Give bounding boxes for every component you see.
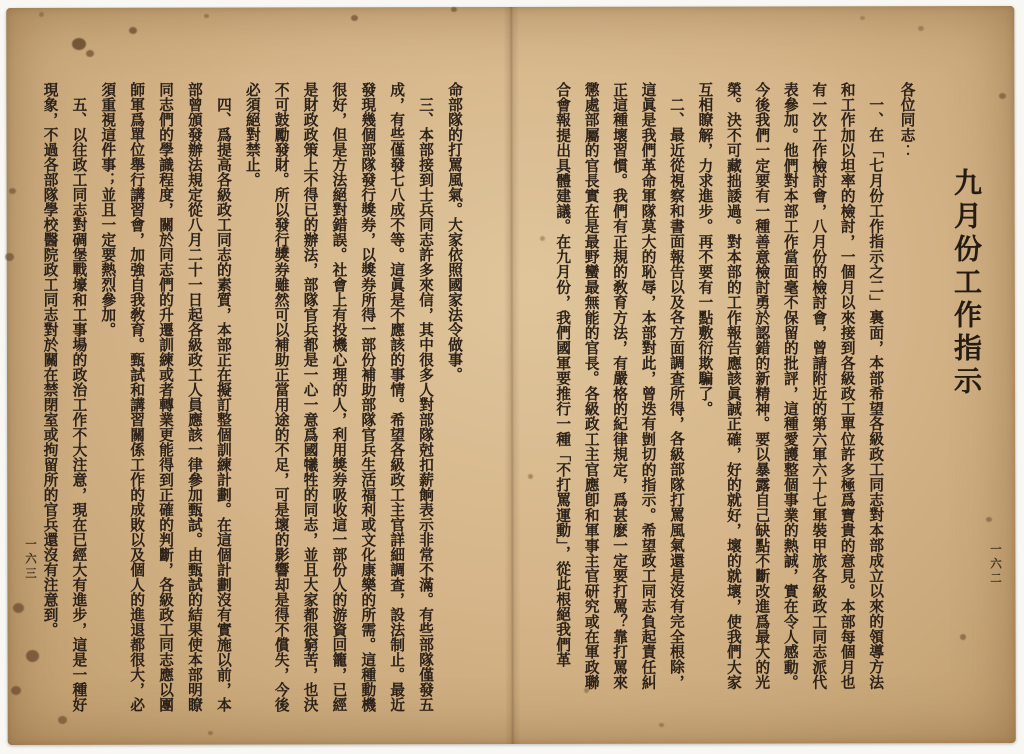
right-page-text	[548, 82, 994, 704]
document-title: 九月份工作指示	[950, 168, 981, 399]
paragraph-2-continuation: 命部隊的打罵風氣。大家依照國家法令做事。	[446, 82, 462, 382]
stain-spot	[13, 603, 24, 613]
stain-spot	[72, 38, 86, 50]
stain-spot	[204, 14, 209, 18]
stain-spot	[451, 7, 457, 12]
stain-spot	[39, 12, 44, 17]
stain-spot	[129, 27, 137, 34]
stain-spot	[9, 188, 16, 194]
stain-spot	[999, 93, 1006, 99]
stain-spot	[918, 26, 924, 31]
stain-spot	[5, 253, 14, 261]
paragraph-5: 五、以往政工同志對碉堡戰壕和工事場的政治工作不大注意，現在已經大有進步，這是一種好現象，不過各部隊學校醫院政工同志對於關在禁閉室或拘留所的官兵還沒有注意到。	[41, 82, 87, 712]
page-number-right: 一六二	[989, 543, 1001, 587]
page-gutter-crease	[503, 7, 521, 744]
page-number-left: 一六三	[24, 538, 36, 582]
stain-spot	[208, 731, 213, 735]
stain-spot	[528, 474, 533, 479]
paragraph-1: 一、在「七月份工作指示之二」裏面，本部希望各級政工同志對本部成立以來的領導方法和工作加以坦率的檢討，一個月以來接到各級政工單位許多極爲寶貴的意見。本部每個月也有一次工作檢討會，八月份的檢討會，曾請附近的第六軍六十七軍裝甲旅各級政工同志派代表參加。他們對本部工作當面毫不保留的批評，這種愛護整個事業的熱誠，實在令人感動。今後我們一定要有一種善意檢討勇於認錯的新精神。要以暴露自己缺點不斷改進爲最大的光榮。決不可藏拙諉過。對本部的工作報告應該眞誠正確，好的就好，壞的就壞，使我們大家互相瞭解，力求進步。再不要有一點敷衍欺騙了。	[696, 82, 884, 690]
stain-spot	[659, 723, 664, 727]
salutation: 各位同志︰	[898, 82, 915, 158]
paragraph-2: 二、最近從視察和書面報告以及各方面調查所得，各級部隊打罵風氣還是沒有完全根除，這眞是我們革命軍隊莫大的恥辱，本部對此，曾迭有剴切的指示。希望政工同志負起責任糾正這種壞習慣。我們有正規的敎育方法，有嚴格的紀律規定，爲甚麽一定要打罵？靠打罵來懲處部屬的官長實在是最野蠻最無能的官長。各級政工主官應卽和軍事主官研究或在軍政聯合會報提出具體建議。在九月份，我們國軍要推行一種「不打罵運動」，從此根絕我們革	[554, 82, 684, 690]
paragraph-3: 三、本部接到士兵同志許多來信，其中很多人對部隊尅扣薪餉表示非常不滿。有些部隊僅發五成，有些僅發七八成不等。這眞是不應該的事情。希望各級政工主官詳細調查，設法制止。最近發現幾個部隊發行獎券，以獎券所得一部份補助部隊官兵生活福利或文化康樂的所需。這種動機很好，但是方法絕對錯誤。社會上有投機心理的人，利用獎券吸收這一部份人的游資回籠，已經是財政政策上不得已的辦法，部隊官兵都是一心一意爲國犧牲的同志，並且大家都很窮苦，也決不可鼓勵發財。所以發行獎券雖然可以補助正當用途的不足，可是壞的影響却是得不償失，今後必須絕對禁止。	[243, 82, 434, 712]
paragraph-4: 四、爲提高各級政工同志的素質，本部正在擬訂整個訓練計劃。在這個計劃沒有實施以前，本部曾頒發辦法規定從八月二十一日起各級政工人員應該一律參加甄試。由甄試的結果使本部明瞭同志們的學識程度，關於同志們的升遷訓練或者轉業更能得到正確的判斷，各級政工同志應以團師軍爲單位舉行講習會，加強自我敎育。甄試和講習關係工作的成敗以及個人的進退都很大，必須重視這件事；並且一定要熱烈參加。	[99, 82, 231, 712]
stain-spot	[540, 236, 545, 241]
stain-spot	[11, 686, 21, 695]
left-page-text	[35, 82, 468, 720]
stain-spot	[86, 50, 94, 57]
stain-spot	[351, 15, 358, 21]
stain-spot	[860, 16, 865, 20]
